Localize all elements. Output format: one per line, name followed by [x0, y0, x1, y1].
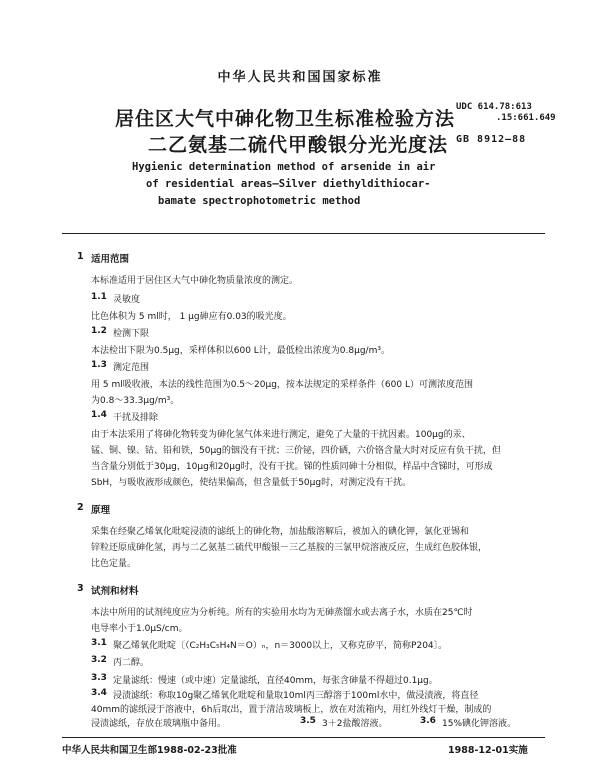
section-3-6-number: 3.6 — [420, 716, 436, 726]
section-1-title: 适用范围 — [91, 254, 130, 265]
effective-date: 1988-12-01实施 — [448, 745, 528, 756]
section-3-4-line-1: 浸渍滤纸：称取10g聚乙烯氧化吡啶和量取10ml丙三醇溶于100ml水中，做浸渍液，将直径 — [113, 691, 479, 701]
section-3-3-number: 3.3 — [91, 673, 107, 683]
section-3-1-number: 3.1 — [91, 638, 107, 648]
english-title-line-1: Hygienic determination method of arsenide in air — [132, 161, 436, 173]
section-3-1-text: 聚乙烯氧化吡啶〔（C₂H₃C₅H₄N＝O）ₙ，n＝3000以上，又称克矽平，简称P204〕。 — [113, 641, 448, 651]
footer-divider — [62, 737, 545, 738]
header-divider — [62, 233, 545, 234]
gb-number: GB 8912—88 — [456, 134, 527, 145]
section-3-line-1: 本法中所用的试剂纯度应为分析纯。所有的实验用水均为无砷蒸馏水或去离子水，水质在25℃时 — [91, 608, 473, 618]
udc-code-line-1: UDC 614.78:613 — [456, 102, 532, 112]
section-1-3-line-2: 为0.8～33.3μg/m³。 — [91, 396, 180, 406]
english-title-line-2: of residential areas—Silver diethyldithiocar- — [146, 178, 431, 190]
section-1-1-title: 灵敏度 — [113, 295, 141, 305]
section-1-4-number: 1.4 — [91, 410, 107, 420]
section-3-title: 试剂和材料 — [91, 586, 139, 597]
section-3-line-2: 电导率小于1.0μS/cm。 — [91, 624, 188, 634]
approval-statement: 中华人民共和国卫生部1988-02-23批准 — [62, 745, 237, 756]
section-1-4-line-3: 当含量分别低于30μg，10μg和20μg时，没有干扰。锑的性质同砷十分相似，样品中含锑时，可形成 — [91, 462, 493, 472]
section-1-4-line-2: 锰、铜、镍、钴、铅和铁，50μg的铟没有干扰；三价铋，四价硒，六价铬含量大时对反应有负干扰，但 — [91, 446, 501, 456]
section-3-3-text: 定量滤纸：慢速（或中速）定量滤纸，直径40mm，每张含砷量不得超过0.1μg。 — [113, 676, 438, 686]
section-3-number: 3 — [77, 583, 84, 594]
title-line-1: 居住区大气中砷化物卫生标准检验方法 — [115, 108, 456, 130]
section-1-2-title: 检测下限 — [113, 329, 150, 339]
section-2-number: 2 — [77, 502, 84, 513]
english-title-line-3: bamate spectrophotometric method — [158, 195, 361, 207]
section-2-line-3: 比色定量。 — [91, 559, 137, 569]
section-3-2-text: 丙二醇。 — [113, 658, 150, 668]
udc-code-line-2: .15:661.649 — [496, 113, 556, 123]
section-3-2-number: 3.2 — [91, 655, 107, 665]
standard-name: 中华人民共和国国家标准 — [217, 70, 383, 85]
section-3-4-line-3: 浸渍滤纸，存放在玻璃瓶中备用。 — [91, 719, 227, 729]
section-3-4-line-2: 40mm的滤纸浸于溶液中，6h后取出，置于清洁玻璃板上，放在对流箱内，用红外线灯干燥，制成的 — [91, 705, 492, 715]
section-1-2-number: 1.2 — [91, 326, 107, 336]
section-3-6-text: 15%碘化钾溶液。 — [442, 719, 517, 729]
section-1-3-number: 1.3 — [91, 360, 107, 370]
section-3-4-number: 3.4 — [91, 688, 107, 698]
section-1-3-title: 测定范围 — [113, 363, 150, 373]
section-2-line-2: 锌粒还原成砷化氢，再与二乙氨基二硫代甲酸银－三乙基胺的三氯甲烷溶液反应，生成红色胶体银， — [91, 543, 488, 553]
section-1-1-number: 1.1 — [91, 292, 107, 302]
section-1-4-line-1: 由于本法采用了将砷化物转变为砷化氢气体来进行测定，避免了大量的干扰因素。100μg的汞、 — [91, 430, 471, 440]
section-1-2-text: 本法检出下限为0.5μg，采样体积以600 L计，最低检出浓度为0.8μg/m³。 — [91, 346, 390, 356]
title-line-2: 二乙氨基二硫代甲酸银分光光度法 — [148, 134, 449, 156]
section-1-4-title: 干扰及排除 — [113, 413, 159, 423]
section-2-line-1: 采集在经聚乙烯氧化吡啶浸渍的滤纸上的砷化物，加盐酸溶解后，被加入的碘化钾，氯化亚锡和 — [91, 527, 470, 537]
section-1-1-text: 比色体积为 5 ml时， 1 μg砷应有0.03的吸光度。 — [91, 312, 292, 322]
section-1-number: 1 — [77, 251, 84, 262]
section-2-title: 原理 — [91, 505, 111, 516]
section-1-3-line-1: 用 5 ml吸收液，本法的线性范围为0.5～20μg，按本法规定的采样条件（600 L）可测浓度范围 — [91, 380, 473, 390]
section-3-5-number: 3.5 — [300, 716, 316, 726]
section-1-4-line-4: SbH，与吸收液形成颜色，使结果偏高，但含量低于50μg时，对测定没有干扰。 — [91, 478, 412, 488]
section-1-paragraph: 本标准适用于居住区大气中砷化物质量浓度的测定。 — [91, 276, 299, 286]
section-3-5-text: 3＋2盐酸溶液。 — [322, 719, 388, 729]
